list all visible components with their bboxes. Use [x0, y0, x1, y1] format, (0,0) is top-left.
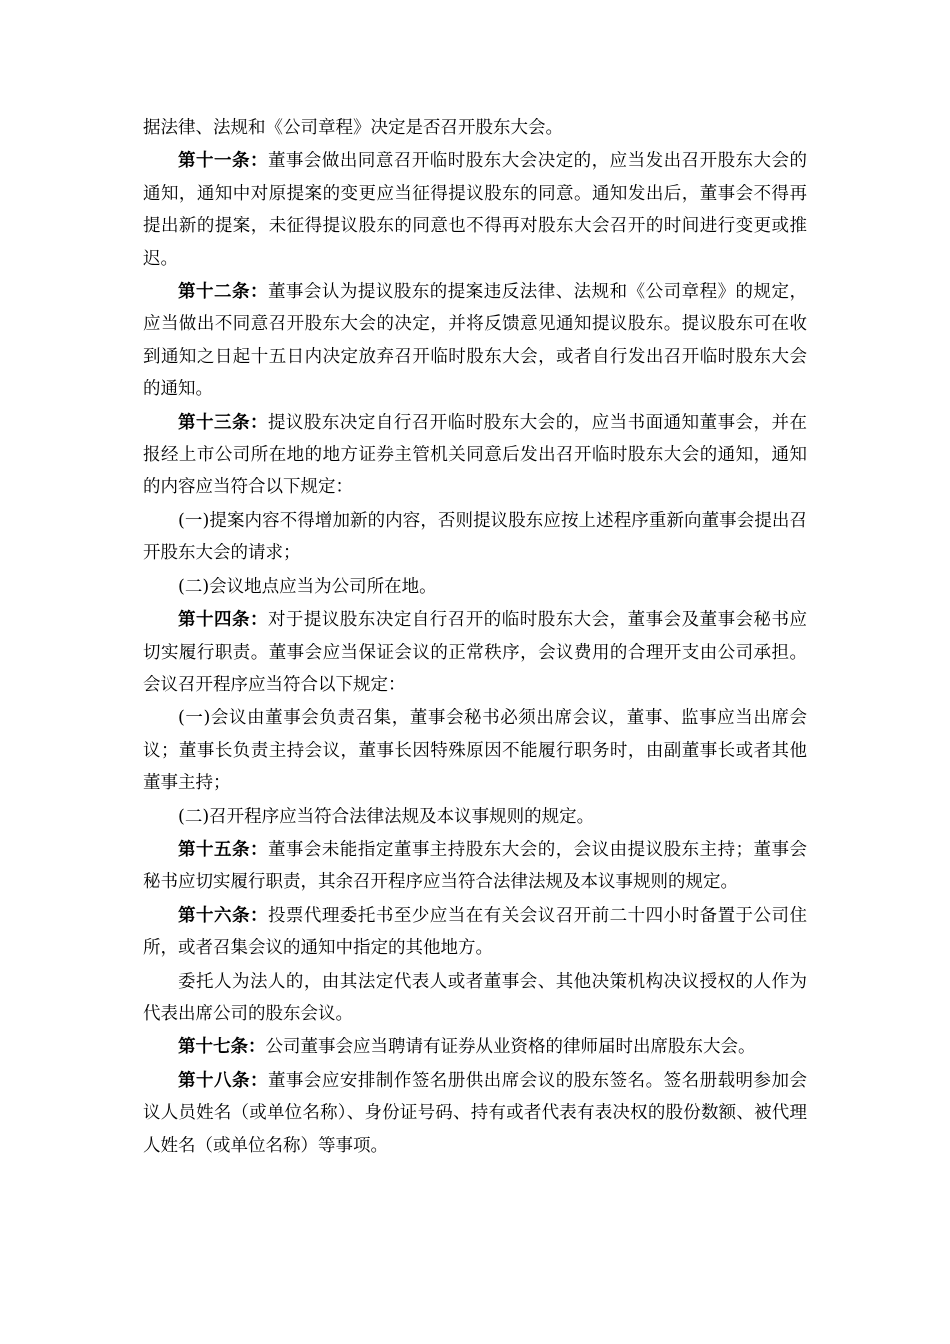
paragraph-text: 投票代理委托书至少应当在有关会议召开前二十四小时备置于公司住所，或者召集会议的通知中指定的其他地方。 — [143, 905, 808, 959]
paragraph-text: 对于提议股东决定自行召开的临时股东大会，董事会及董事会秘书应切实履行职责。董事会应当保证会议的正常秩序，会议费用的合理开支由公司承担。会议召开程序应当符合以下规定： — [143, 610, 808, 695]
paragraph-text: (一)会议由董事会负责召集，董事会秘书必须出席会议，董事、监事应当出席会议；董事长负责主持会议，董事长因特殊原因不能履行职务时，由副董事长或者其他董事主持； — [143, 708, 807, 794]
paragraph-text: 提议股东决定自行召开临时股东大会的，应当书面通知董事会，并在报经上市公司所在地的地方证券主管机关同意后发出召开临时股东大会的通知，通知的内容应当符合以下规定： — [143, 412, 808, 498]
article-label: 第十六条： — [178, 905, 268, 926]
paragraph-article-13 — [143, 407, 807, 504]
article-label: 第十一条： — [178, 151, 268, 172]
paragraph-article-16-cont — [143, 966, 807, 1031]
paragraph-text: 委托人为法人的，由其法定代表人或者董事会、其他决策机构决议授权的人作为代表出席公司的股东会议。 — [143, 971, 807, 1024]
article-label: 第十三条： — [178, 412, 268, 433]
paragraph-item-14-2 — [143, 801, 807, 833]
paragraph-text: (二)会议地点应当为公司所在地。 — [178, 576, 437, 597]
paragraph-text: (一)提案内容不得增加新的内容，否则提议股东应按上述程序重新向董事会提出召开股东大会的请求； — [143, 510, 807, 564]
paragraph-article-14 — [143, 604, 807, 701]
paragraph-item-13-1 — [143, 505, 807, 570]
article-label: 第十五条： — [178, 839, 268, 860]
paragraph-item-13-2 — [143, 571, 807, 603]
paragraph-article-11 — [143, 145, 807, 275]
document-body — [143, 112, 807, 1163]
paragraph-0 — [143, 112, 807, 144]
article-label: 第十四条： — [178, 610, 268, 631]
paragraph-text: 董事会做出同意召开临时股东大会决定的，应当发出召开股东大会的通知，通知中对原提案的变更应当征得提议股东的同意。通知发出后，董事会不得再提出新的提案，未征得提议股东的同意也不得再对股东大会召开的时间进行变更或推迟。 — [143, 151, 808, 269]
paragraph-article-16 — [143, 900, 807, 965]
paragraph-text: 公司董事会应当聘请有证券从业资格的律师届时出席股东大会。 — [265, 1037, 756, 1058]
paragraph-item-14-1 — [143, 702, 807, 799]
paragraph-text: 董事会未能指定董事主持股东大会的，会议由提议股东主持；董事会秘书应切实履行职责，其余召开程序应当符合法律法规及本议事规则的规定。 — [143, 839, 808, 893]
paragraph-text: (二)召开程序应当符合法律法规及本议事规则的规定。 — [178, 806, 595, 827]
paragraph-article-18 — [143, 1065, 807, 1162]
paragraph-text: 董事会应安排制作签名册供出席会议的股东签名。签名册载明参加会议人员姓名（或单位名称）、身份证号码、持有或者代表有表决权的股份数额、被代理人姓名（或单位名称）等事项。 — [143, 1070, 808, 1156]
paragraph-text: 据法律、法规和《公司章程》决定是否召开股东大会。 — [143, 118, 563, 138]
article-label: 第十二条： — [178, 282, 268, 303]
paragraph-article-17 — [143, 1031, 807, 1063]
paragraph-article-15 — [143, 834, 807, 899]
article-label: 第十八条： — [178, 1070, 268, 1091]
paragraph-article-12 — [143, 276, 807, 406]
paragraph-text: 董事会认为提议股东的提案违反法律、法规和《公司章程》的规定，应当做出不同意召开股东大会的决定，并将反馈意见通知提议股东。提议股东可在收到通知之日起十五日内决定放弃召开临时股东大会，或者自行发出召开临时股东大会的通知。 — [143, 282, 808, 400]
article-label: 第十七条： — [178, 1037, 266, 1058]
